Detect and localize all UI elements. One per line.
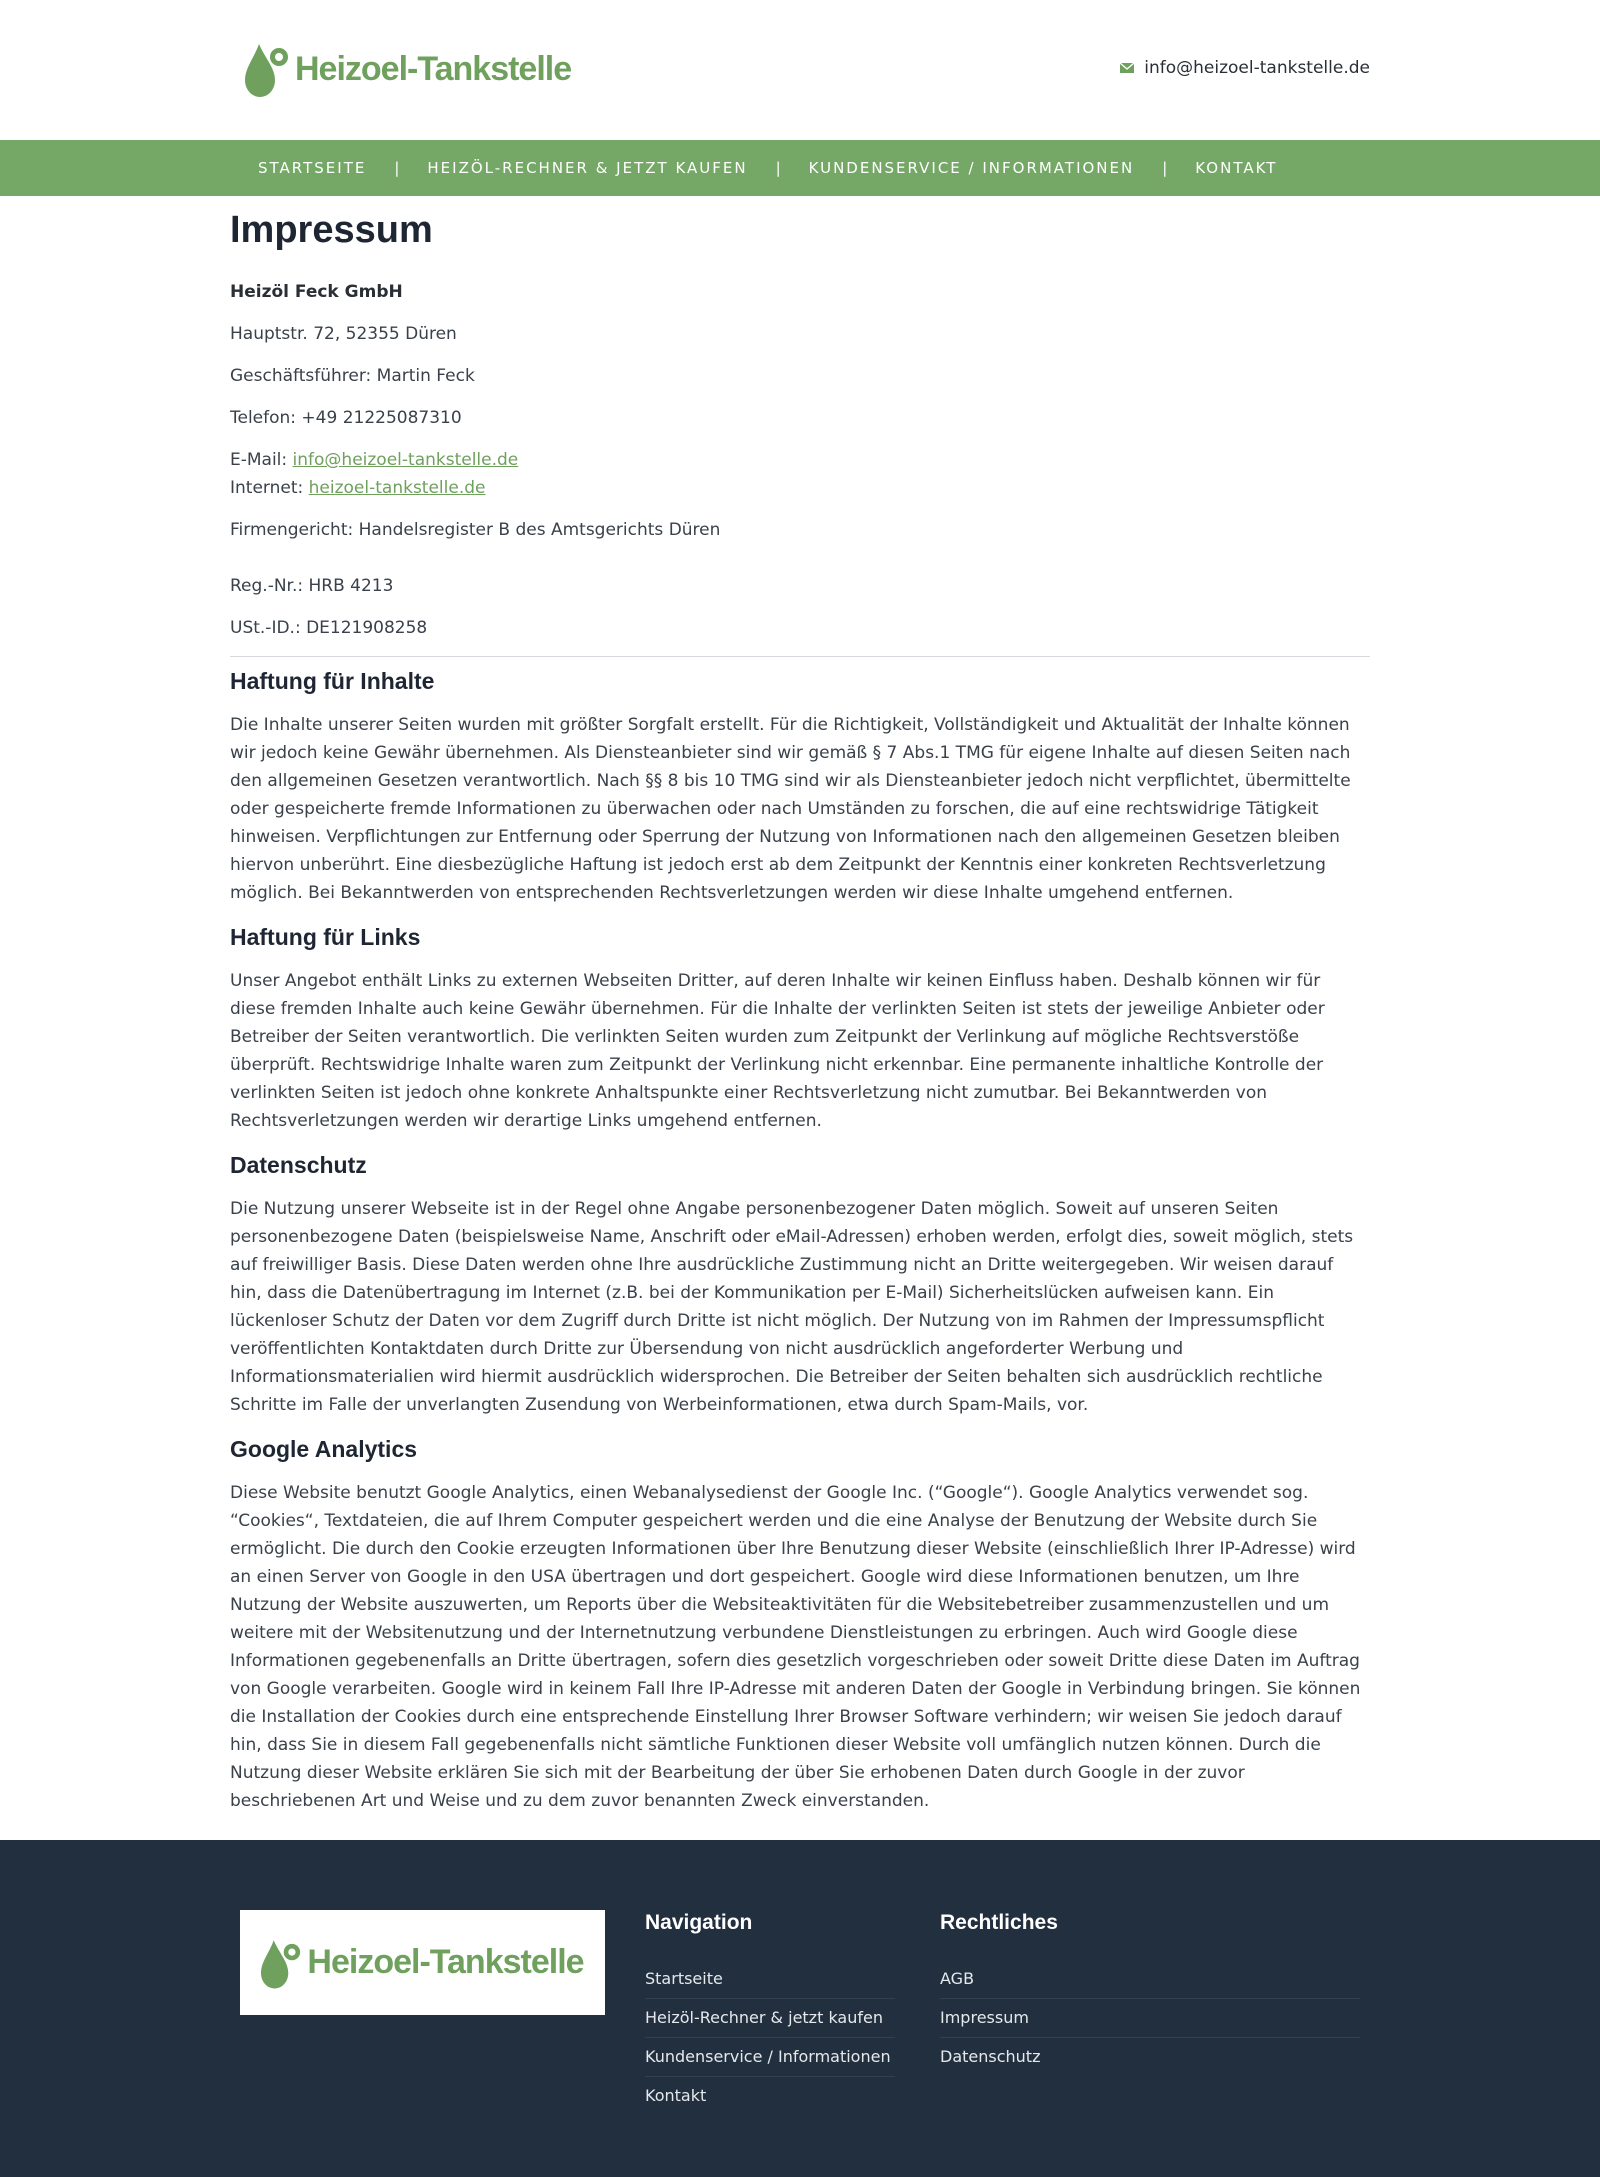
company-info <box>230 278 1370 642</box>
footer-link-heizoel-rechner[interactable]: Heizöl-Rechner & jetzt kaufen <box>645 2008 883 2027</box>
company-manager: Geschäftsführer: Martin Feck <box>230 366 475 386</box>
site-header <box>0 0 1600 140</box>
envelope-icon <box>1120 63 1134 73</box>
nav-separator: | <box>1162 159 1168 177</box>
footer-link-impressum[interactable]: Impressum <box>940 2008 1029 2027</box>
footer-navigation <box>645 1910 895 2115</box>
company-vat-id: USt.-ID.: DE121908258 <box>230 618 428 638</box>
company-address: Hauptstr. 72, 52355 Düren <box>230 324 457 344</box>
footer-link-startseite[interactable]: Startseite <box>645 1969 723 1988</box>
section-text: Unser Angebot enthält Links zu externen Webseiten Dritter, auf deren Inhalte wir keinen Einfluss haben. Deshalb können wir für diese fremden Inhalte auch keine Gewähr übernehmen. Für die Inhalte der verlinkten Seiten ist stets der jeweilige Anbieter oder Betreiber der Seiten verantwortlich. Die verlinkten Seiten wurden zum Zeitpunkt der Verlinkung auf mögliche Rechtsverstöße überprüft. Rechtswidrige Inhalte waren zum Zeitpunkt der Verlinkung nicht erkennbar. Eine permanente inhaltliche Kontrolle der verlinkten Seiten ist jedoch ohne konkrete Anhaltspunkte einer Rechtsverletzung nicht zumutbar. Bei Bekanntwerden von Rechtsverletzungen werden wir derartige Links umgehend entfernen. <box>230 971 1325 1131</box>
section-datenschutz <box>230 1141 1370 1419</box>
internet-label: Internet: <box>230 478 309 498</box>
company-court: Firmengericht: Handelsregister B des Amtsgerichts Düren <box>230 520 721 540</box>
company-email-line <box>230 446 1370 474</box>
site-logo[interactable] <box>245 40 571 98</box>
footer-link-kontakt[interactable]: Kontakt <box>645 2086 707 2105</box>
footer-legal <box>940 1910 1360 2076</box>
nav-item-startseite[interactable]: STARTSEITE <box>258 159 367 177</box>
email-link[interactable]: info@heizoel-tankstelle.de <box>292 450 519 470</box>
section-haftung-inhalte <box>230 657 1370 907</box>
footer-link-kundenservice[interactable]: Kundenservice / Informationen <box>645 2047 891 2066</box>
nav-item-kundenservice[interactable]: KUNDENSERVICE / INFORMATIONEN <box>808 159 1135 177</box>
footer-nav-heading: Navigation <box>645 1911 753 1934</box>
oil-drop-icon <box>245 40 289 98</box>
section-google-analytics <box>230 1425 1370 1815</box>
company-name: Heizöl Feck GmbH <box>230 282 403 302</box>
header-email-text: info@heizoel-tankstelle.de <box>1144 58 1370 78</box>
footer-logo-text: Heizoel-Tankstelle <box>307 1943 584 1981</box>
section-heading: Google Analytics <box>230 1436 418 1462</box>
nav-item-heizoel-rechner[interactable]: HEIZÖL-RECHNER & JETZT KAUFEN <box>427 159 748 177</box>
section-text: Die Nutzung unserer Webseite ist in der Regel ohne Angabe personenbezogener Daten möglich. Soweit auf unseren Seiten personenbezogene Daten (beispielsweise Name, Anschrift oder eMail-Adressen) erhoben werden, erfolgt dies, soweit möglich, stets auf freiwilliger Basis. Diese Daten werden ohne Ihre ausdrückliche Zustimmung nicht an Dritte weitergegeben. Wir weisen darauf hin, dass die Datenübertragung im Internet (z.B. bei der Kommunikation per E-Mail) Sicherheitslücken aufweisen kann. Ein lückenloser Schutz der Daten vor dem Zugriff durch Dritte ist nicht möglich. Der Nutzung von im Rahmen der Impressumspflicht veröffentlichten Kontaktdaten durch Dritte zur Übersendung von nicht ausdrücklich angeforderter Werbung und Informationsmaterialien wird hiermit ausdrücklich widersprochen. Die Betreiber der Seiten behalten sich ausdrücklich rechtliche Schritte im Falle der unverlangten Zusendung von Werbeinformationen, etwa durch Spam-Mails, vor. <box>230 1199 1354 1415</box>
footer-legal-heading: Rechtliches <box>940 1911 1058 1934</box>
section-heading: Haftung für Links <box>230 924 421 950</box>
section-heading: Haftung für Inhalte <box>230 668 435 694</box>
footer-logo[interactable] <box>240 1910 605 2015</box>
site-footer <box>0 1840 1600 2177</box>
nav-separator: | <box>775 159 781 177</box>
section-text: Diese Website benutzt Google Analytics, einen Webanalysedienst der Google Inc. (“Google“). Google Analytics verwendet sog. “Cookies“, Textdateien, die auf Ihrem Computer gespeichert werden und die eine Analyse der Benutzung der Website durch Sie ermöglicht. Die durch den Cookie erzeugten Informationen über Ihre Benutzung dieser Website (einschließlich Ihrer IP-Adresse) wird an einen Server von Google in den USA übertragen und dort gespeichert. Google wird diese Informationen benutzen, um Ihre Nutzung der Website auszuwerten, um Reports über die Websiteaktivitäten für die Websitebetreiber zusammenzustellen und um weitere mit der Websitenutzung und der Internetnutzung verbundene Dienstleistungen zu erbringen. Auch wird Google diese Informationen gegebenenfalls an Dritte übertragen, sofern dies gesetzlich vorgeschrieben oder soweit Dritte diese Daten im Auftrag von Google verarbeiten. Google wird in keinem Fall Ihre IP-Adresse mit anderen Daten der Google in Verbindung bringen. Sie können die Installation der Cookies durch eine entsprechende Einstellung Ihrer Browser Software verhindern; wir weisen Sie jedoch darauf hin, dass Sie in diesem Fall gegebenenfalls nicht sämtliche Funktionen dieser Website voll umfänglich nutzen können. Durch die Nutzung dieser Website erklären Sie sich mit der Bearbeitung der über Sie erhobenen Daten durch Google in der zuvor beschriebenen Art und Weise und zu dem zuvor benannten Zweck einverstanden. <box>230 1483 1361 1811</box>
header-email-link[interactable] <box>1120 58 1370 78</box>
main-content <box>230 196 1370 1815</box>
internet-link[interactable]: heizoel-tankstelle.de <box>308 478 486 498</box>
oil-drop-icon <box>261 1936 301 1990</box>
section-haftung-links <box>230 913 1370 1135</box>
nav-separator: | <box>394 159 400 177</box>
nav-item-kontakt[interactable]: KONTAKT <box>1195 159 1278 177</box>
section-text: Die Inhalte unserer Seiten wurden mit größter Sorgfalt erstellt. Für die Richtigkeit, Vollständigkeit und Aktualität der Inhalte können wir jedoch keine Gewähr übernehmen. Als Diensteanbieter sind wir gemäß § 7 Abs.1 TMG für eigene Inhalte auf diesen Seiten nach den allgemeinen Gesetzen verantwortlich. Nach §§ 8 bis 10 TMG sind wir als Diensteanbieter jedoch nicht verpflichtet, übermittelte oder gespeicherte fremde Informationen zu überwachen oder nach Umständen zu forschen, die auf eine rechtswidrige Tätigkeit hinweisen. Verpflichtungen zur Entfernung oder Sperrung der Nutzung von Informationen nach den allgemeinen Gesetzen bleiben hiervon unberührt. Eine diesbezügliche Haftung ist jedoch erst ab dem Zeitpunkt der Kenntnis einer konkreten Rechtsverletzung möglich. Bei Bekanntwerden von entsprechenden Rechtsverletzungen werden wir diese Inhalte umgehend entfernen. <box>230 715 1351 903</box>
email-label: E-Mail: <box>230 450 293 470</box>
company-internet-line <box>230 474 1370 502</box>
page-title: Impressum <box>230 209 433 251</box>
footer-link-datenschutz[interactable]: Datenschutz <box>940 2047 1041 2066</box>
logo-text: Heizoel-Tankstelle <box>295 49 572 88</box>
section-heading: Datenschutz <box>230 1152 367 1178</box>
footer-link-agb[interactable]: AGB <box>940 1969 975 1988</box>
company-reg-number: Reg.-Nr.: HRB 4213 <box>230 576 394 596</box>
main-navigation <box>0 140 1600 196</box>
company-phone: Telefon: +49 21225087310 <box>230 408 462 428</box>
